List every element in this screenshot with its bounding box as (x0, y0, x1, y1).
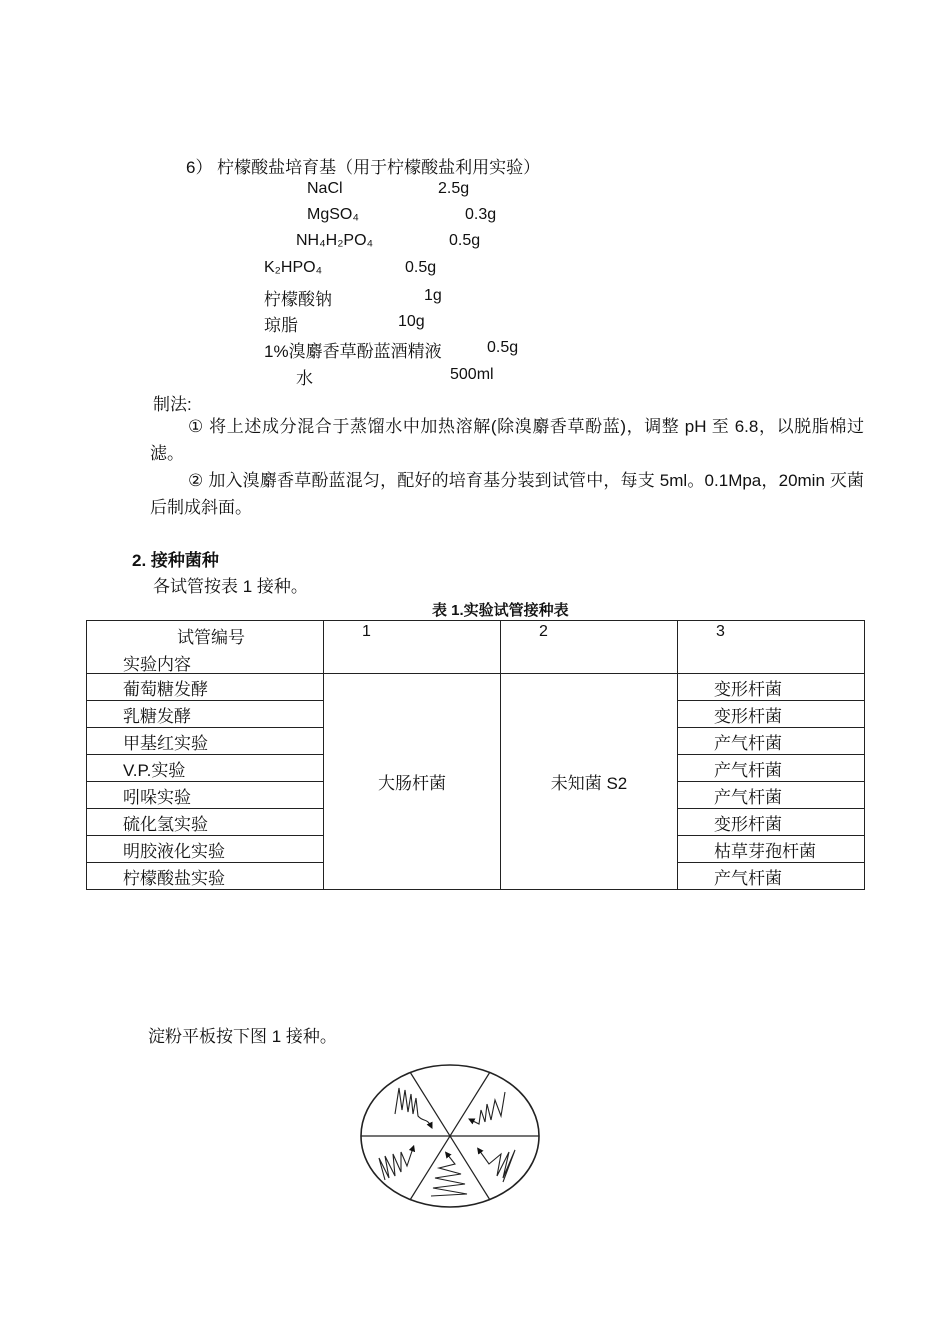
ingredient-amount: 0.5g (405, 259, 437, 276)
tube3-organism: 枯草芽孢杆菌 (678, 836, 865, 863)
streak-line (379, 1148, 413, 1180)
tube3-organism: 产气杆菌 (678, 863, 865, 890)
column-header: 1 (324, 621, 501, 674)
method-step-1: ① 将上述成分混合于蒸馏水中加热溶解(除溴麝香草酚蓝)，调整 pH 至 6.8，以脱脂棉过滤。 (150, 417, 864, 463)
table-header-cell (87, 621, 324, 674)
ingredient-amount: 10g (398, 313, 425, 330)
table-caption: 表 1.实验试管接种表 (432, 602, 569, 619)
test-name: 柠檬酸盐实验 (87, 863, 324, 890)
streak-line (395, 1088, 431, 1126)
header-experiment: 实验内容 (123, 655, 191, 674)
starch-plate-diagram (355, 1060, 545, 1220)
ingredient-amount: 1g (424, 287, 442, 304)
streak-line (471, 1092, 505, 1124)
tube3-organism: 变形杆菌 (678, 701, 865, 728)
tube3-organism: 变形杆菌 (678, 674, 865, 701)
table-header-row (87, 621, 865, 674)
ingredient-name: 1%溴麝香草酚蓝酒精液 (264, 342, 442, 361)
plate-intro: 淀粉平板按下图 1 接种。 (148, 1027, 337, 1046)
streak-line (431, 1154, 467, 1196)
ingredient-name: NH₄H₂PO₄ (296, 232, 374, 249)
tube3-organism: 产气杆菌 (678, 755, 865, 782)
ingredient-amount: 0.3g (465, 206, 497, 223)
ingredient-amount: 0.5g (449, 232, 481, 249)
tube1-organism: 大肠杆菌 (324, 674, 501, 890)
streak-line (479, 1150, 515, 1182)
column-header: 2 (501, 621, 678, 674)
table-row (87, 674, 865, 701)
test-name: 明胶液化实验 (87, 836, 324, 863)
test-name: 甲基红实验 (87, 728, 324, 755)
section-title: 2. 接种菌种 (132, 551, 219, 570)
section-intro: 各试管按表 1 接种。 (153, 577, 308, 596)
tube3-organism: 产气杆菌 (678, 782, 865, 809)
inoculation-table (86, 620, 865, 890)
test-name: V.P.实验 (87, 755, 324, 782)
ingredient-name: 水 (296, 369, 313, 388)
ingredient-name: NaCl (307, 180, 343, 197)
test-name: 吲哚实验 (87, 782, 324, 809)
ingredient-amount: 2.5g (438, 180, 470, 197)
test-name: 乳糖发酵 (87, 701, 324, 728)
ingredient-name: 琼脂 (264, 316, 298, 335)
ingredient-amount: 500ml (450, 366, 494, 383)
tube2-organism: 未知菌 S2 (501, 674, 678, 890)
test-name: 硫化氢实验 (87, 809, 324, 836)
column-header: 3 (678, 621, 865, 674)
header-tube-number: 试管编号 (177, 628, 245, 647)
ingredient-name: MgSO₄ (307, 206, 359, 223)
method-step-2: ② 加入溴麝香草酚蓝混匀，配好的培育基分装到试管中，每支 5ml。0.1Mpa，20min 灭菌后制成斜面。 (150, 471, 864, 517)
medium-heading: 6） 柠檬酸盐培育基（用于柠檬酸盐利用实验） (186, 158, 541, 177)
tube3-organism: 产气杆菌 (678, 728, 865, 755)
method-label: 制法: (153, 395, 192, 414)
ingredient-amount: 0.5g (487, 339, 519, 356)
test-name: 葡萄糖发酵 (87, 674, 324, 701)
ingredient-name: 柠檬酸钠 (264, 290, 332, 309)
tube3-organism: 变形杆菌 (678, 809, 865, 836)
ingredient-name: K₂HPO₄ (264, 259, 323, 276)
